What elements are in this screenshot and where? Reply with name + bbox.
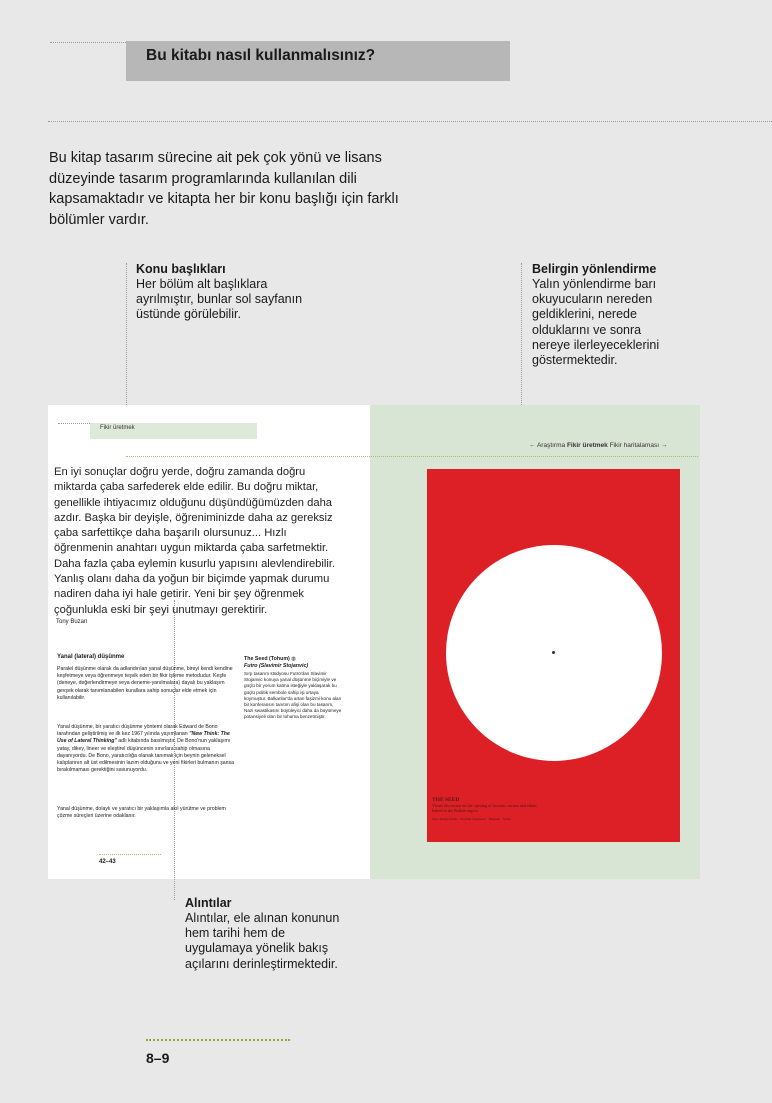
pull-quote: En iyi sonuçlar doğru yerde, doğru zamanda doğru miktarda çaba sarfederek elde edilir. Bu doğru miktar, genellikle ihtiyacımız olduğunu düşündüğümüzden daha azdır. Başka bir deyişle, öğreniminizde daha az gereksiz çaba sarfettikçe daha başarılı olursunuz... Hızlı öğrenmenin anahtarı uygun miktarda çaba sarfetmektir. Daha fazla çaba eylemin kusurlu yapısını alevlendirebilir. Yanlış olanı daha da yoğun bir biçimde yapmak durumu nadiren daha iyi hale getirir. Yeni bir şey öğrenmek çoğunlukla eski bir şeyi unutmayı gerektirir.: [54, 466, 336, 616]
callout-body: Her bölüm alt başlıklara ayrılmıştır, bunlar sol sayfanın üstünde görülebilir.: [136, 277, 303, 322]
book-title: "New Think: The Use of Lateral Thinking": [57, 731, 230, 745]
callout-title: Alıntılar: [185, 896, 232, 910]
caption-body: Sırp tasarım stüdyosu Futro'dan Slavimir Stojanvic konuya yanal düşünme biçimiyle ve güçlü bir yorum katma isteğiyle yaklaşarak bu güçlü politik sembole sahip işi ortaya koymuştur. Balkanlar'da artan faşizmi konu alan bir konferansın tanıtım afişi olan bu tasarım, Nazi swastikasını büyüleyici daha da büyümeye potansiyeli olan bir tohuma benzetmiştir.: [244, 671, 342, 720]
poster-title: THE SEED: [432, 797, 460, 803]
intro-paragraph: Bu kitap tasarım sürecine ait pek çok yönü ve lisans düzeyinde tasarım programlarında kullanılan dili kapsamaktadır ve kitapta her bir konu başlığı için farklı bölümler vardır.: [49, 150, 399, 228]
navigation-bar: [529, 442, 667, 449]
column-paragraph: Yanal düşünme, dolaylı ve yaratıcı bir yaklaşımla akıl yürütme ve problem çözme süreçleri üzerine odaklanır.: [57, 806, 226, 820]
poster-white-circle: [446, 545, 662, 761]
column-heading: Yanal (lateral) düşünme: [57, 654, 125, 660]
column-paragraph: [57, 724, 237, 774]
callout-body: Alıntılar, ele alınan konunun hem tarihi hem de uygulamaya yönelik bakış açılarını derinleştirmektedir.: [185, 911, 340, 971]
spread-page-numbers: 42–43: [99, 859, 116, 865]
section-divider: [48, 121, 772, 122]
quote-author: Tony Buzan: [56, 619, 88, 625]
spread-dotted-rule: [126, 456, 698, 457]
folio-dotted-rule: [99, 854, 161, 855]
callout-leader-topics: [126, 263, 127, 423]
column-paragraph: Paralel düşünme olarak da adlandırılan yanal düşünme, bireyi kendi kendine keşfetmeye veya öğrenmeye teşvik eden bir fikir işleme metodudur. Keşfe (deneye, değerlendirmeye veya deneme-yanılmalara) dayalı bu yaklaşım gevşek olarak tanımlanabilen kurallara sahip sonuçlar elde etmek için kullanılabilir.: [57, 666, 233, 701]
callout-navigation: [532, 262, 682, 368]
poster-credit: Futro Design Studio · Slavimir Stojanovic · Belgrade · Serbia: [432, 817, 511, 821]
poster-caption: [432, 797, 542, 821]
caption-title: The Seed (Tohum) ◍: [244, 656, 296, 662]
callout-quotes: [185, 896, 355, 972]
nav-current: Fikir üretmek: [566, 442, 608, 449]
poster-subtitle: Visual discussion on the opening of fascism, racism and ethnic hatred in the Balkan region: [432, 803, 538, 813]
topic-tab-label: Fikir üretmek: [100, 425, 135, 431]
page-number: 8–9: [146, 1050, 170, 1066]
caption-subtitle: Futro (Slavimir Stojanvic): [244, 662, 309, 669]
poster-seed-dot: [552, 651, 555, 654]
arrow-right-icon: →: [660, 442, 668, 449]
callout-title: Konu başlıkları: [136, 262, 226, 276]
caption-heading: [244, 656, 344, 669]
callout-title: Belirgin yönlendirme: [532, 262, 657, 276]
header-dotted-rule: [50, 42, 126, 43]
arrow-left-icon: ←: [529, 442, 536, 449]
footer-dotted-rule: [146, 1039, 290, 1041]
paragraph-text: adlı kitabında basılmıştır. De Bono'nun yaklaşımı yatay, dikey, lineer ve eleştirel düşüncenin sınırlara sahip olmasına dayanıyordu. De Bono, yaratıcılığa olanak tanımak için beynin geleneksel kalıplarının alt üst edilmesinin lazım olduğunu ve yeni fikirleri bulmanın şansa bırakılmaması gerektiğini savunuyordu.: [57, 738, 235, 774]
tab-dotted-rule: [58, 423, 90, 424]
nav-prev: Araştırma: [536, 442, 566, 449]
page-title: Bu kitabı nasıl kullanmalısınız?: [146, 47, 376, 64]
nav-next: Fikir haritalaması: [609, 442, 660, 449]
seed-poster-image: [427, 469, 680, 842]
paragraph-text: Yanal düşünme, bir yaratıcı düşünme yöntemi olarak Edward de Bono tarafından geliştirilmiş ve ilk kez 1967 yılında yayımlanan: [57, 724, 218, 738]
callout-topic-headings: [136, 262, 316, 323]
callout-body: Yalın yönlendirme barı okuyucuların nereden geldiklerini, nerede olduklarını ve sonra nereye ilerleyeceklerini göstermektedir.: [532, 277, 660, 368]
